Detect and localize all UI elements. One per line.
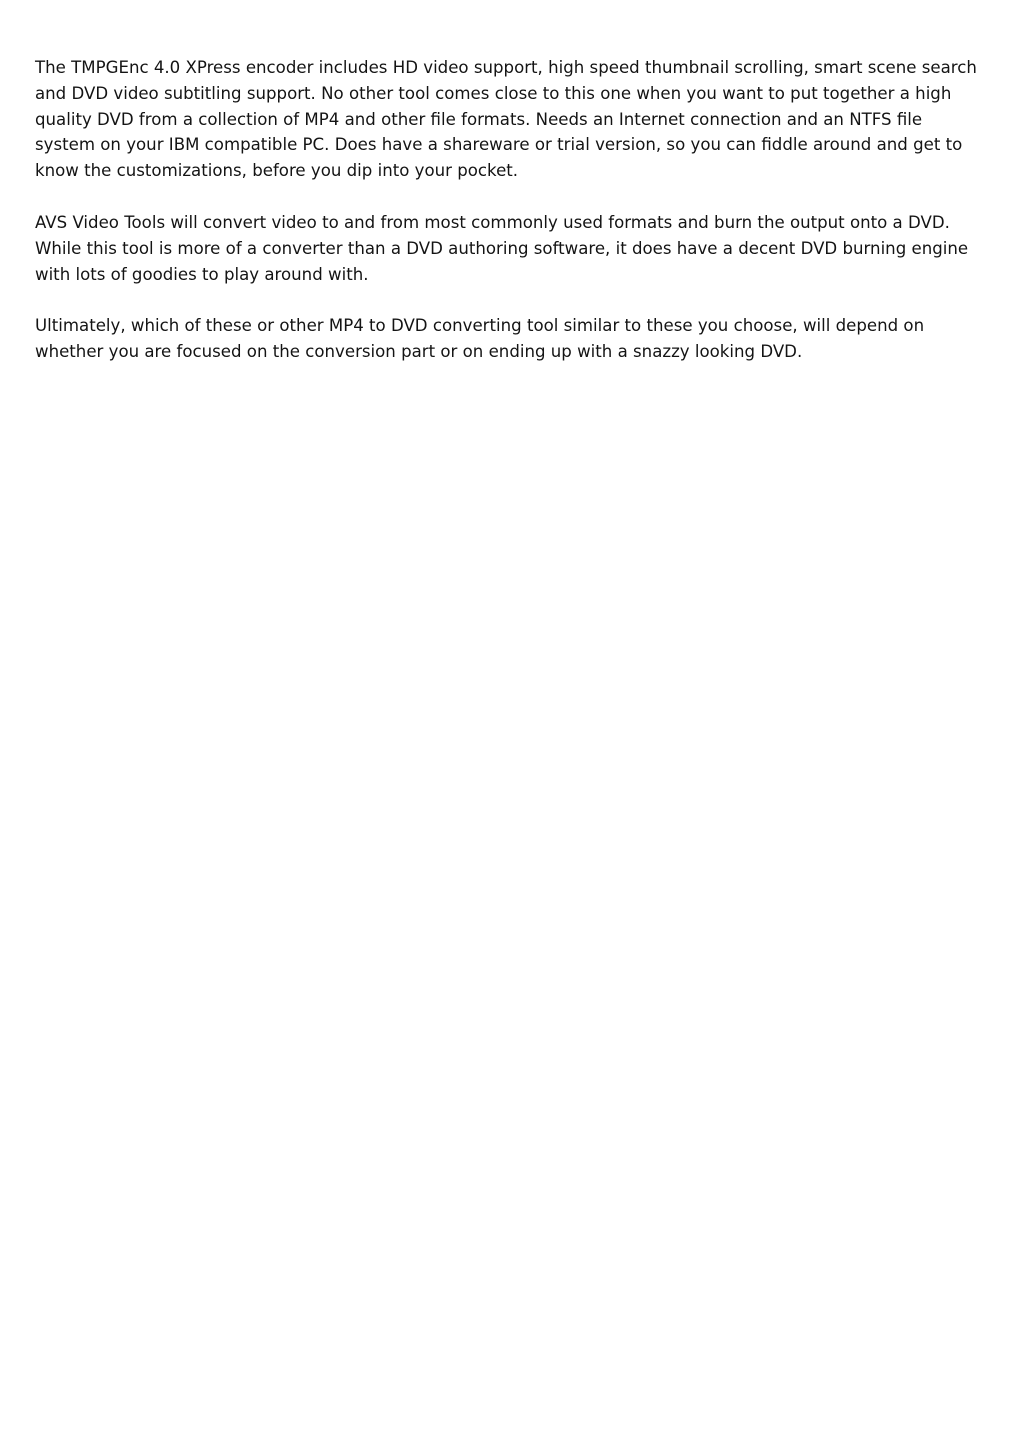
paragraph-avs-video-tools: AVS Video Tools will convert video to and from most commonly used formats and burn the output onto a DVD. While this tool is more of a converter than a DVD authoring software, it does have a decent DVD burning engine with lots of goodies to play around with. bbox=[35, 212, 969, 284]
paragraph-conclusion: Ultimately, which of these or other MP4 to DVD converting tool similar to these you choose, will depend on whether you are focused on the conversion part or on ending up with a snazzy looking DVD. bbox=[35, 316, 925, 362]
paragraph-tmpgenc: The TMPGEnc 4.0 XPress encoder includes HD video support, high speed thumbnail scrolling, smart scene search and DVD video subtitling support. No other tool comes close to this one when you want to put together a high quality DVD from a collection of MP4 and other file formats. Needs an Internet connection and an NTFS file system on your IBM compatible PC. Does have a shareware or trial version, so you can fiddle around and get to know the customizations, before you dip into your pocket. bbox=[35, 58, 977, 181]
document-body bbox=[35, 55, 985, 391]
